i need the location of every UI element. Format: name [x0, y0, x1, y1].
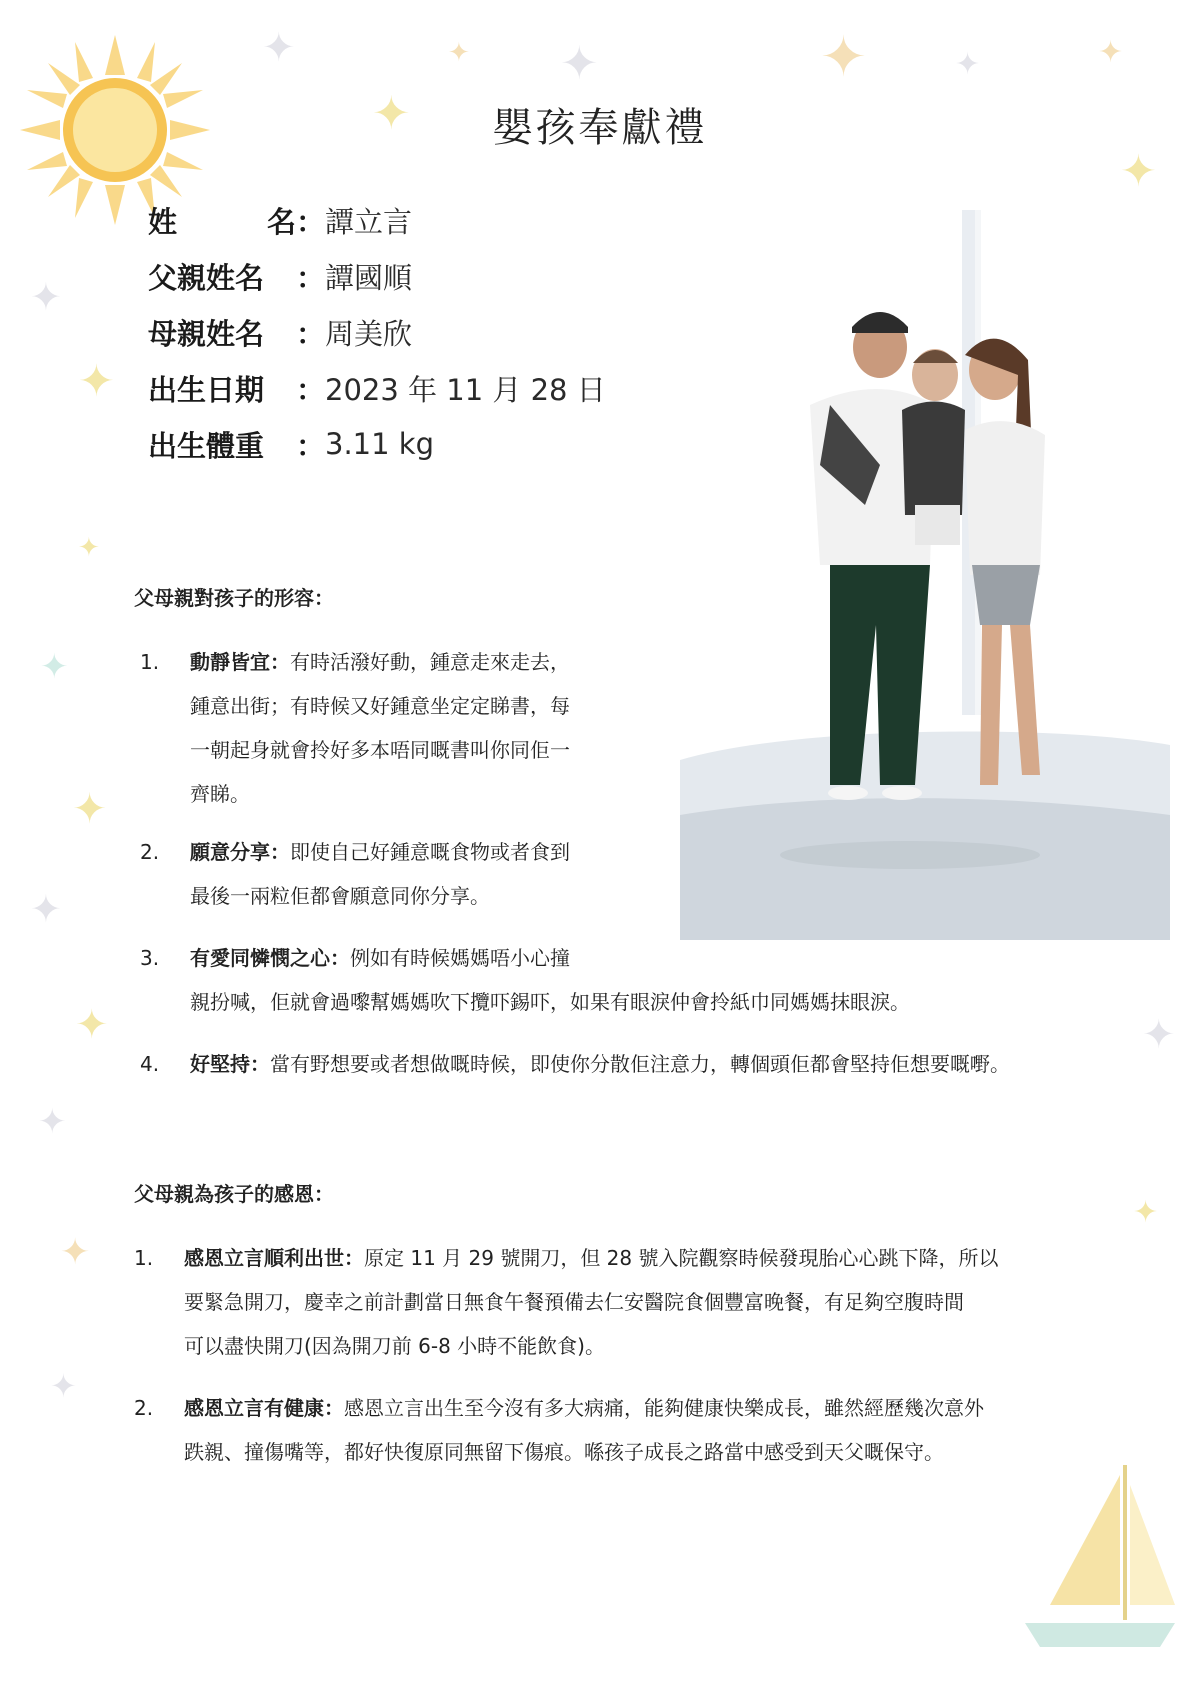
item-body [190, 1042, 1010, 1086]
item-text: 當有野想要或者想做嘅時候，即使你分散佢注意力，轉個頭佢都會堅持佢想要嘅嘢。 [270, 1052, 1010, 1076]
star-icon: ✦ [60, 1232, 91, 1273]
item-line: 一朝起身就會拎好多本唔同嘅書叫你同佢一 [190, 738, 570, 762]
item-body [184, 1386, 984, 1474]
info-row-mother [148, 308, 412, 356]
item-body [190, 936, 910, 1024]
item-line [184, 1236, 999, 1280]
sailboat-icon [1010, 1455, 1185, 1655]
info-colon: ： [296, 316, 326, 351]
item-body [190, 830, 570, 918]
info-label-name [148, 200, 296, 241]
description-item [140, 640, 700, 820]
item-line: 要緊急開刀，慶幸之前計劃當日無食午餐預備去仁安醫院食個豐富晚餐，有足夠空腹時間 [184, 1290, 964, 1314]
star-icon: ✦ [40, 647, 69, 687]
star-icon: ✦ [30, 275, 62, 319]
item-line: 最後一兩粒佢都會願意同你分享。 [190, 884, 490, 908]
description-item [140, 1042, 1180, 1088]
star-icon: ✦ [1120, 146, 1157, 197]
item-line [190, 936, 910, 980]
info-row-name [148, 196, 412, 244]
item-line: 鍾意出街；有時候又好鍾意坐定定睇書，每 [190, 694, 570, 718]
info-row-weight [148, 420, 434, 468]
info-colon: ： [296, 428, 326, 463]
star-icon: ✦ [1133, 1195, 1159, 1230]
info-label-birthdate: 出生日期 [148, 372, 265, 407]
info-value-father: 譚國順 [325, 260, 413, 295]
info-row-father [148, 252, 412, 300]
item-number: 3. [140, 946, 160, 970]
star-icon: ✦ [372, 86, 411, 140]
star-icon: ✦ [560, 36, 599, 90]
info-colon: ： [296, 204, 326, 239]
item-label: 有愛同憐憫之心： [190, 946, 350, 970]
item-text: 感恩立言出生至今沒有多大病痛，能夠健康快樂成長，雖然經歷幾次意外 [344, 1396, 984, 1420]
info-colon: ： [296, 260, 326, 295]
star-icon: ✦ [50, 1367, 77, 1405]
item-line: 跌親、撞傷嘴等，都好快復原同無留下傷痕。喺孩子成長之路當中感受到天父嘅保守。 [184, 1440, 944, 1464]
item-label: 感恩立言有健康： [184, 1396, 344, 1420]
page-title: 嬰孩奉獻禮 [492, 105, 708, 151]
item-body [184, 1236, 999, 1368]
star-icon: ✦ [78, 533, 100, 563]
star-icon: ✦ [820, 25, 867, 90]
star-icon: ✦ [72, 784, 108, 833]
item-line [190, 640, 570, 684]
item-label: 願意分享： [190, 840, 290, 864]
item-label: 感恩立言順利出世： [184, 1246, 364, 1270]
info-label-name-part2: 名 [266, 204, 296, 239]
item-text: 有時活潑好動，鍾意走來走去， [290, 650, 570, 674]
gratitude-heading: 父母親為孩子的感恩： [134, 1182, 334, 1206]
star-icon: ✦ [448, 38, 470, 68]
item-number: 1. [140, 650, 160, 674]
item-label: 動靜皆宜： [190, 650, 290, 674]
gratitude-item [134, 1236, 1184, 1371]
item-text: 例如有時候媽媽唔小心撞 [350, 946, 570, 970]
star-icon: ✦ [30, 887, 62, 931]
family-photo [680, 205, 1170, 940]
info-label-mother: 母親姓名 [148, 316, 265, 351]
description-item [140, 936, 1150, 1026]
item-number: 2. [140, 840, 160, 864]
item-line: 親扮喊，佢就會過嚟幫媽媽吹下攬吓錫吓，如果有眼淚仲會拎紙巾同媽媽抹眼淚。 [190, 990, 910, 1014]
description-heading: 父母親對孩子的形容： [134, 586, 334, 610]
info-label-weight: 出生體重 [148, 428, 265, 463]
info-colon: ： [296, 372, 326, 407]
star-icon: ✦ [1098, 35, 1124, 70]
info-label-father: 父親姓名 [148, 260, 265, 295]
item-label: 好堅持： [190, 1052, 270, 1076]
info-value-weight: 3.11 kg [325, 427, 435, 461]
description-item [140, 830, 700, 920]
star-icon: ✦ [1142, 1012, 1176, 1058]
item-number: 1. [134, 1246, 154, 1270]
item-text: 即使自己好鍾意嘅食物或者食到 [290, 840, 570, 864]
item-line: 齊睇。 [190, 782, 250, 806]
info-value-birthdate: 2023 年 11 月 28 日 [325, 372, 606, 407]
info-label-name-part1: 姓 [148, 204, 178, 239]
item-number: 2. [134, 1396, 154, 1420]
star-icon: ✦ [262, 25, 296, 71]
item-number: 4. [140, 1052, 160, 1076]
item-body [190, 640, 570, 816]
item-line: 可以盡快開刀(因為開刀前 6-8 小時不能飲食)。 [184, 1334, 605, 1358]
info-row-birthdate [148, 364, 606, 412]
item-line [190, 830, 570, 874]
item-text: 原定 11 月 29 號開刀，但 28 號入院觀察時候發現胎心心跳下降，所以 [364, 1246, 999, 1270]
star-icon: ✦ [78, 356, 115, 407]
star-icon: ✦ [38, 1102, 67, 1142]
gratitude-item [134, 1386, 1184, 1476]
info-value-mother: 周美欣 [325, 316, 413, 351]
info-value-name: 譚立言 [325, 204, 413, 239]
star-icon: ✦ [75, 1002, 109, 1048]
item-line [184, 1386, 984, 1430]
star-icon: ✦ [955, 47, 981, 82]
